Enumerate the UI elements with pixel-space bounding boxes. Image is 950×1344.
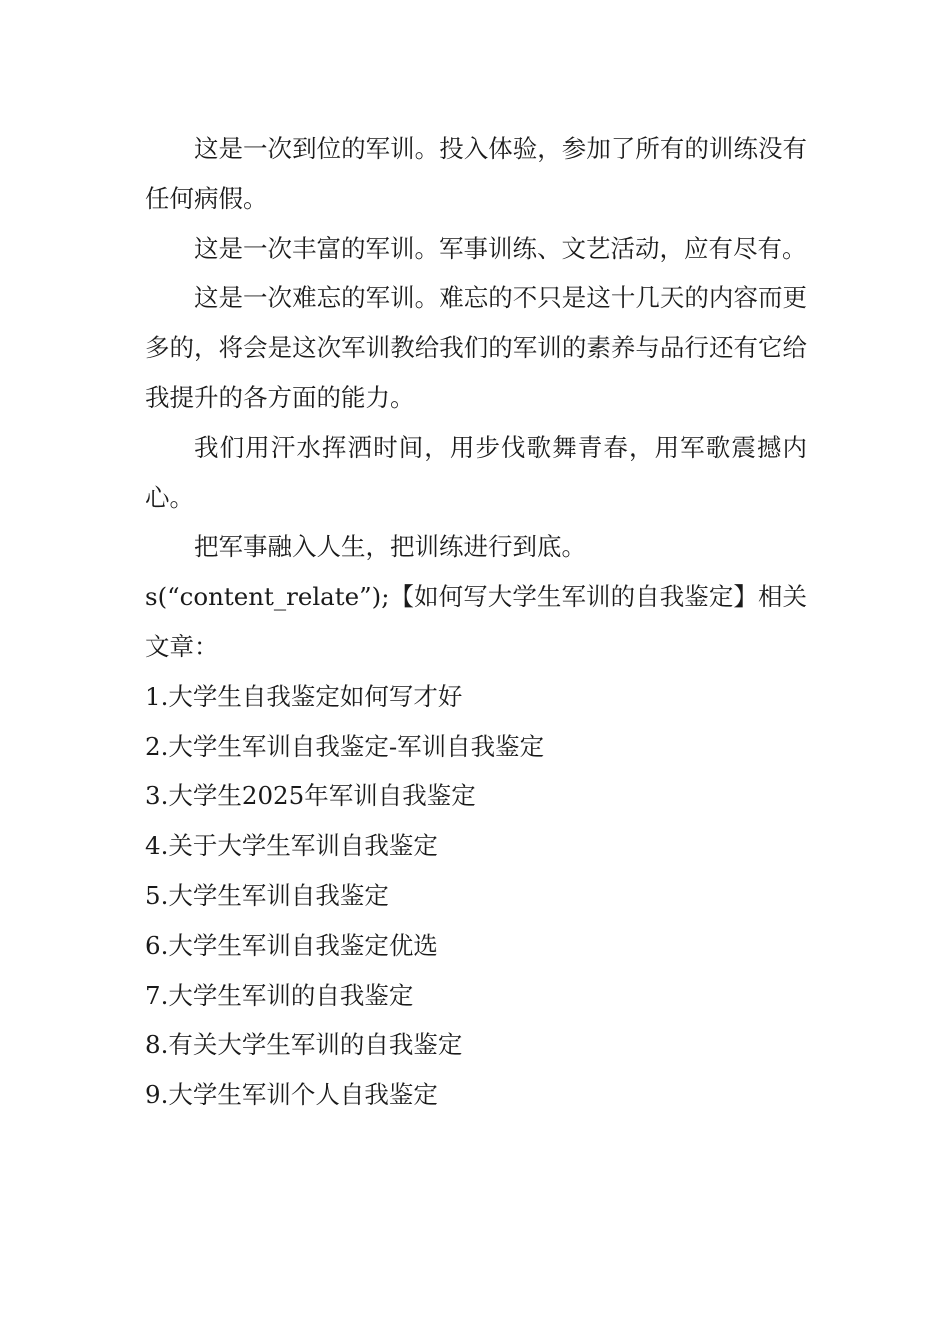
related-article-link[interactable]: 9.大学生军训个人自我鉴定 <box>145 1080 438 1110</box>
related-script-prefix: s(“content_relate”); <box>145 582 390 612</box>
paragraph-3: 这是一次难忘的军训。难忘的不只是这十几天的内容而更多的，将会是这次军训教给我们的军训的素养与品行还有它给我提升的各方面的能力。 <box>145 283 807 412</box>
related-article-link[interactable]: 5.大学生军训自我鉴定 <box>145 880 389 910</box>
document-body <box>145 124 807 1120</box>
related-article-link[interactable]: 2.大学生军训自我鉴定-军训自我鉴定 <box>145 731 545 761</box>
related-articles-list <box>145 672 807 1120</box>
paragraph-5: 把军事融入人生，把训练进行到底。 <box>194 532 586 562</box>
related-article-link[interactable]: 4.关于大学生军训自我鉴定 <box>145 831 438 861</box>
related-article-link[interactable]: 8.有关大学生军训的自我鉴定 <box>145 1030 463 1060</box>
related-article-link[interactable]: 1.大学生自我鉴定如何写才好 <box>145 681 463 711</box>
paragraph-4: 我们用汗水挥洒时间，用步伐歌舞青春，用军歌震撼内心。 <box>145 432 807 512</box>
related-suffix: 相关文章： <box>145 582 808 661</box>
related-articles-heading <box>145 572 807 672</box>
paragraph-2: 这是一次丰富的军训。军事训练、文艺活动，应有尽有。 <box>194 233 807 263</box>
paragraph-1: 这是一次到位的军训。投入体验，参加了所有的训练没有任何病假。 <box>145 134 807 213</box>
related-article-link[interactable]: 7.大学生军训的自我鉴定 <box>145 980 414 1010</box>
related-title: 【如何写大学生军训的自我鉴定】 <box>389 582 758 612</box>
related-article-link[interactable]: 6.大学生军训自我鉴定优选 <box>145 930 438 960</box>
related-article-link[interactable]: 3.大学生2025年军训自我鉴定 <box>145 781 476 811</box>
